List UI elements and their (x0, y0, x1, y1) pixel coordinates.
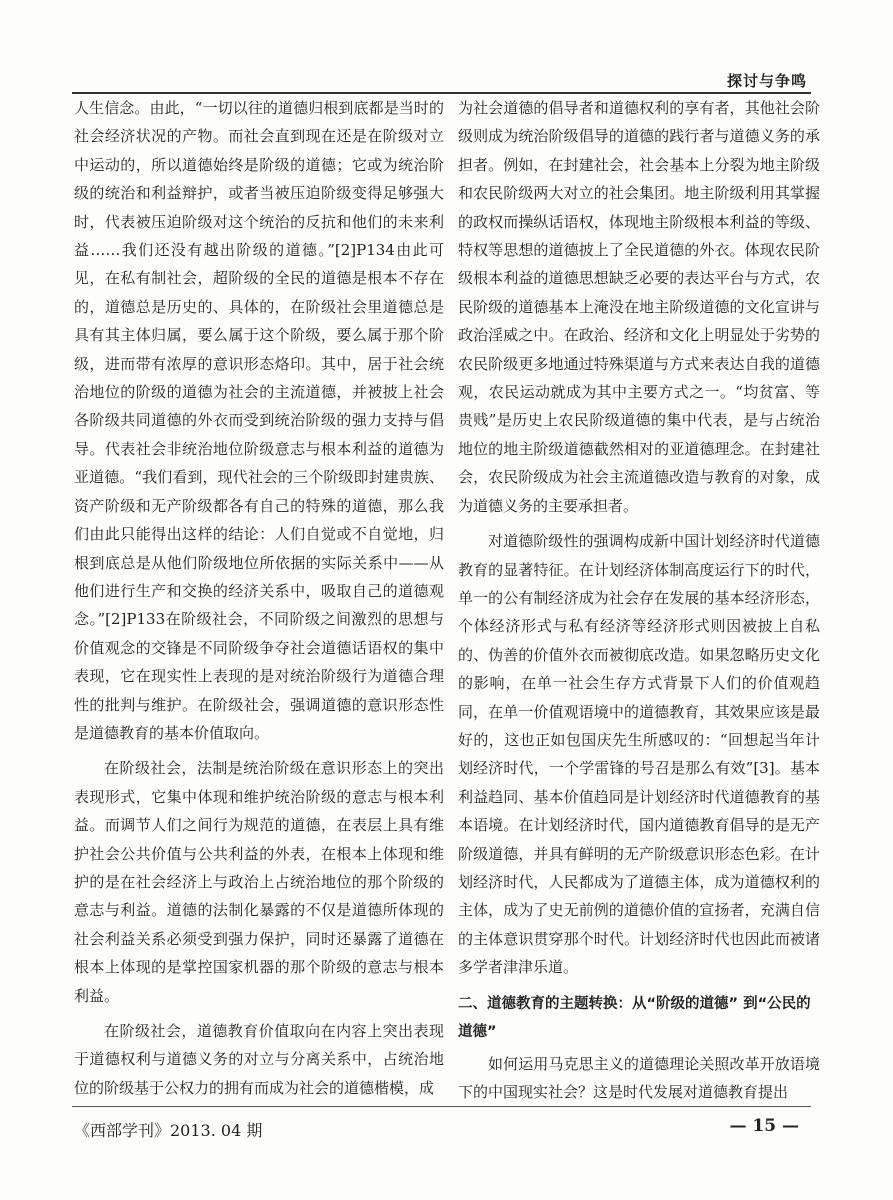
left-paragraph-3: 在阶级社会，道德教育价值取向在内容上突出表现于道德权利与道德义务的对立与分离关系中，占统治地位的阶级基于公权力的拥有而成为社会的道德楷模，成 (74, 1022, 444, 1097)
right-paragraph-1: 为社会道德的倡导者和道德权利的享有者，其他社会阶级则成为统治阶级倡导的道德的践行者与道德义务的承担者。例如，在封建社会，社会基本上分裂为地主阶级和农民阶级两大对立的社会集团。地主阶级利用其掌握的政权而操纵话语权，体现地主阶级根本利益的等级、特权等思想的道德披上了全民道德的外衣。体现农民阶级根本利益的道德思想缺乏必要的表达平台与方式，农民阶级的道德基本上淹没在地主阶级道德的文化宣讲与政治淫威之中。在政治、经济和文化上明显处于劣势的农民阶级更多地通过特殊渠道与方式来表达自我的道德观，农民运动就成为其中主要方式之一。“均贫富、等贵贱”是历史上农民阶级道德的集中代表，是与占统治地位的地主阶级道德截然相对的亚道德理念。在封建社会，农民阶级成为社会主流道德改造与教育的对象，成为道德义务的主要承担者。 (458, 99, 820, 515)
left-paragraph-1: 人生信念。由此，“一切以往的道德归根到底都是当时的社会经济状况的产物。而社会直到现在还是在阶级对立中运动的，所以道德始终是阶级的道德；它或为统治阶级的统治和利益辩护，或者当被压迫阶级变得足够强大时，代表被压迫阶级对这个统治的反抗和他们的未来利益……我们还没有越出阶级的道德。”[2]P134由此可见，在私有制社会，超阶级的全民的道德是根本不存在的，道德总是历史的、具体的，在阶级社会里道德总是具有其主体归属，要么属于这个阶级，要么属于那个阶级，进而带有浓厚的意识形态烙印。其中，居于社会统治地位的阶级的道德为社会的主流道德，并被披上社会各阶级共同道德的外衣而受到统治阶级的强力支持与倡导。代表社会非统治地位阶级意志与根本利益的道德为亚道德。“我们看到，现代社会的三个阶级即封建贵族、资产阶级和无产阶级都各有自己的特殊的道德，那么我们由此只能得出这样的结论：人们自觉或不自觉地，归根到底总是从他们阶级地位所依据的实际关系中——从他们进行生产和交换的经济关系中，吸取自己的道德观念。”[2]P133在阶级社会，不同阶级之间激烈的思想与价值观念的交锋是不同阶级争夺社会道德话语权的集中表现，它在现实性上表现的是对统治阶级行为道德合理性的批判与维护。在阶级社会，强调道德的意识形态性是道德教育的基本价值取向。 (74, 99, 444, 742)
left-paragraph-2: 在阶级社会，法制是统治阶级在意识形态上的突出表现形式，它集中体现和维护统治阶级的意志与根本利益。而调节人们之间行为规范的道德，在表层上具有维护社会公共价值与公共利益的外表，在根本上体现和维护的是在社会经济上与政治上占统治地位的那个阶级的意志与利益。道德的法制化暴露的不仅是道德所体现的社会利益关系必须受到强力保护，同时还暴露了道德在根本上体现的是掌控国家机器的那个阶级的意志与根本利益。 (74, 759, 444, 1005)
right-column (458, 94, 820, 1106)
footer-rule (72, 1106, 811, 1107)
journal-issue: 《西部学刊》2013. 04 期 (74, 1121, 263, 1140)
right-paragraph-2: 对道德阶级性的强调构成新中国计划经济时代道德教育的显著特征。在计划经济体制高度运行下的时代，单一的公有制经济成为社会存在发展的基本经济形态，个体经济形式与私有经济等经济形式则因被披上自私的、伪善的价值外衣而被彻底改造。如果忽略历史文化的影响，在单一社会生存方式背景下人们的价值观趋同，在单一价值观语境中的道德教育，其效果应该是最好的，这也正如包国庆先生所感叹的：“回想起当年计划经济时代，一个学雷锋的号召是那么有效”[3]。基本利益趋同、基本价值趋同是计划经济时代道德教育的基本语境。在计划经济时代，国内道德教育倡导的是无产阶级道德，并具有鲜明的无产阶级意识形态色彩。在计划经济时代，人民都成为了道德主体，成为道德权利的主体，成为了史无前例的道德价值的宣扬者，充满自信的主体意识贯穿那个时代。计划经济时代也因此而被诸多学者津津乐道。 (458, 532, 820, 977)
left-column (74, 94, 444, 1102)
right-paragraph-3: 如何运用马克思主义的道德理论关照改革开放语境下的中国现实社会？这是时代发展对道德教育提出 (458, 1054, 820, 1101)
section-heading: 二、道德教育的主题转换：从“阶级的道德” 到“公民的道德” (458, 995, 811, 1040)
page-number: — 15 — (729, 1116, 799, 1136)
section-tag: 探讨与争鸣 (726, 72, 807, 90)
